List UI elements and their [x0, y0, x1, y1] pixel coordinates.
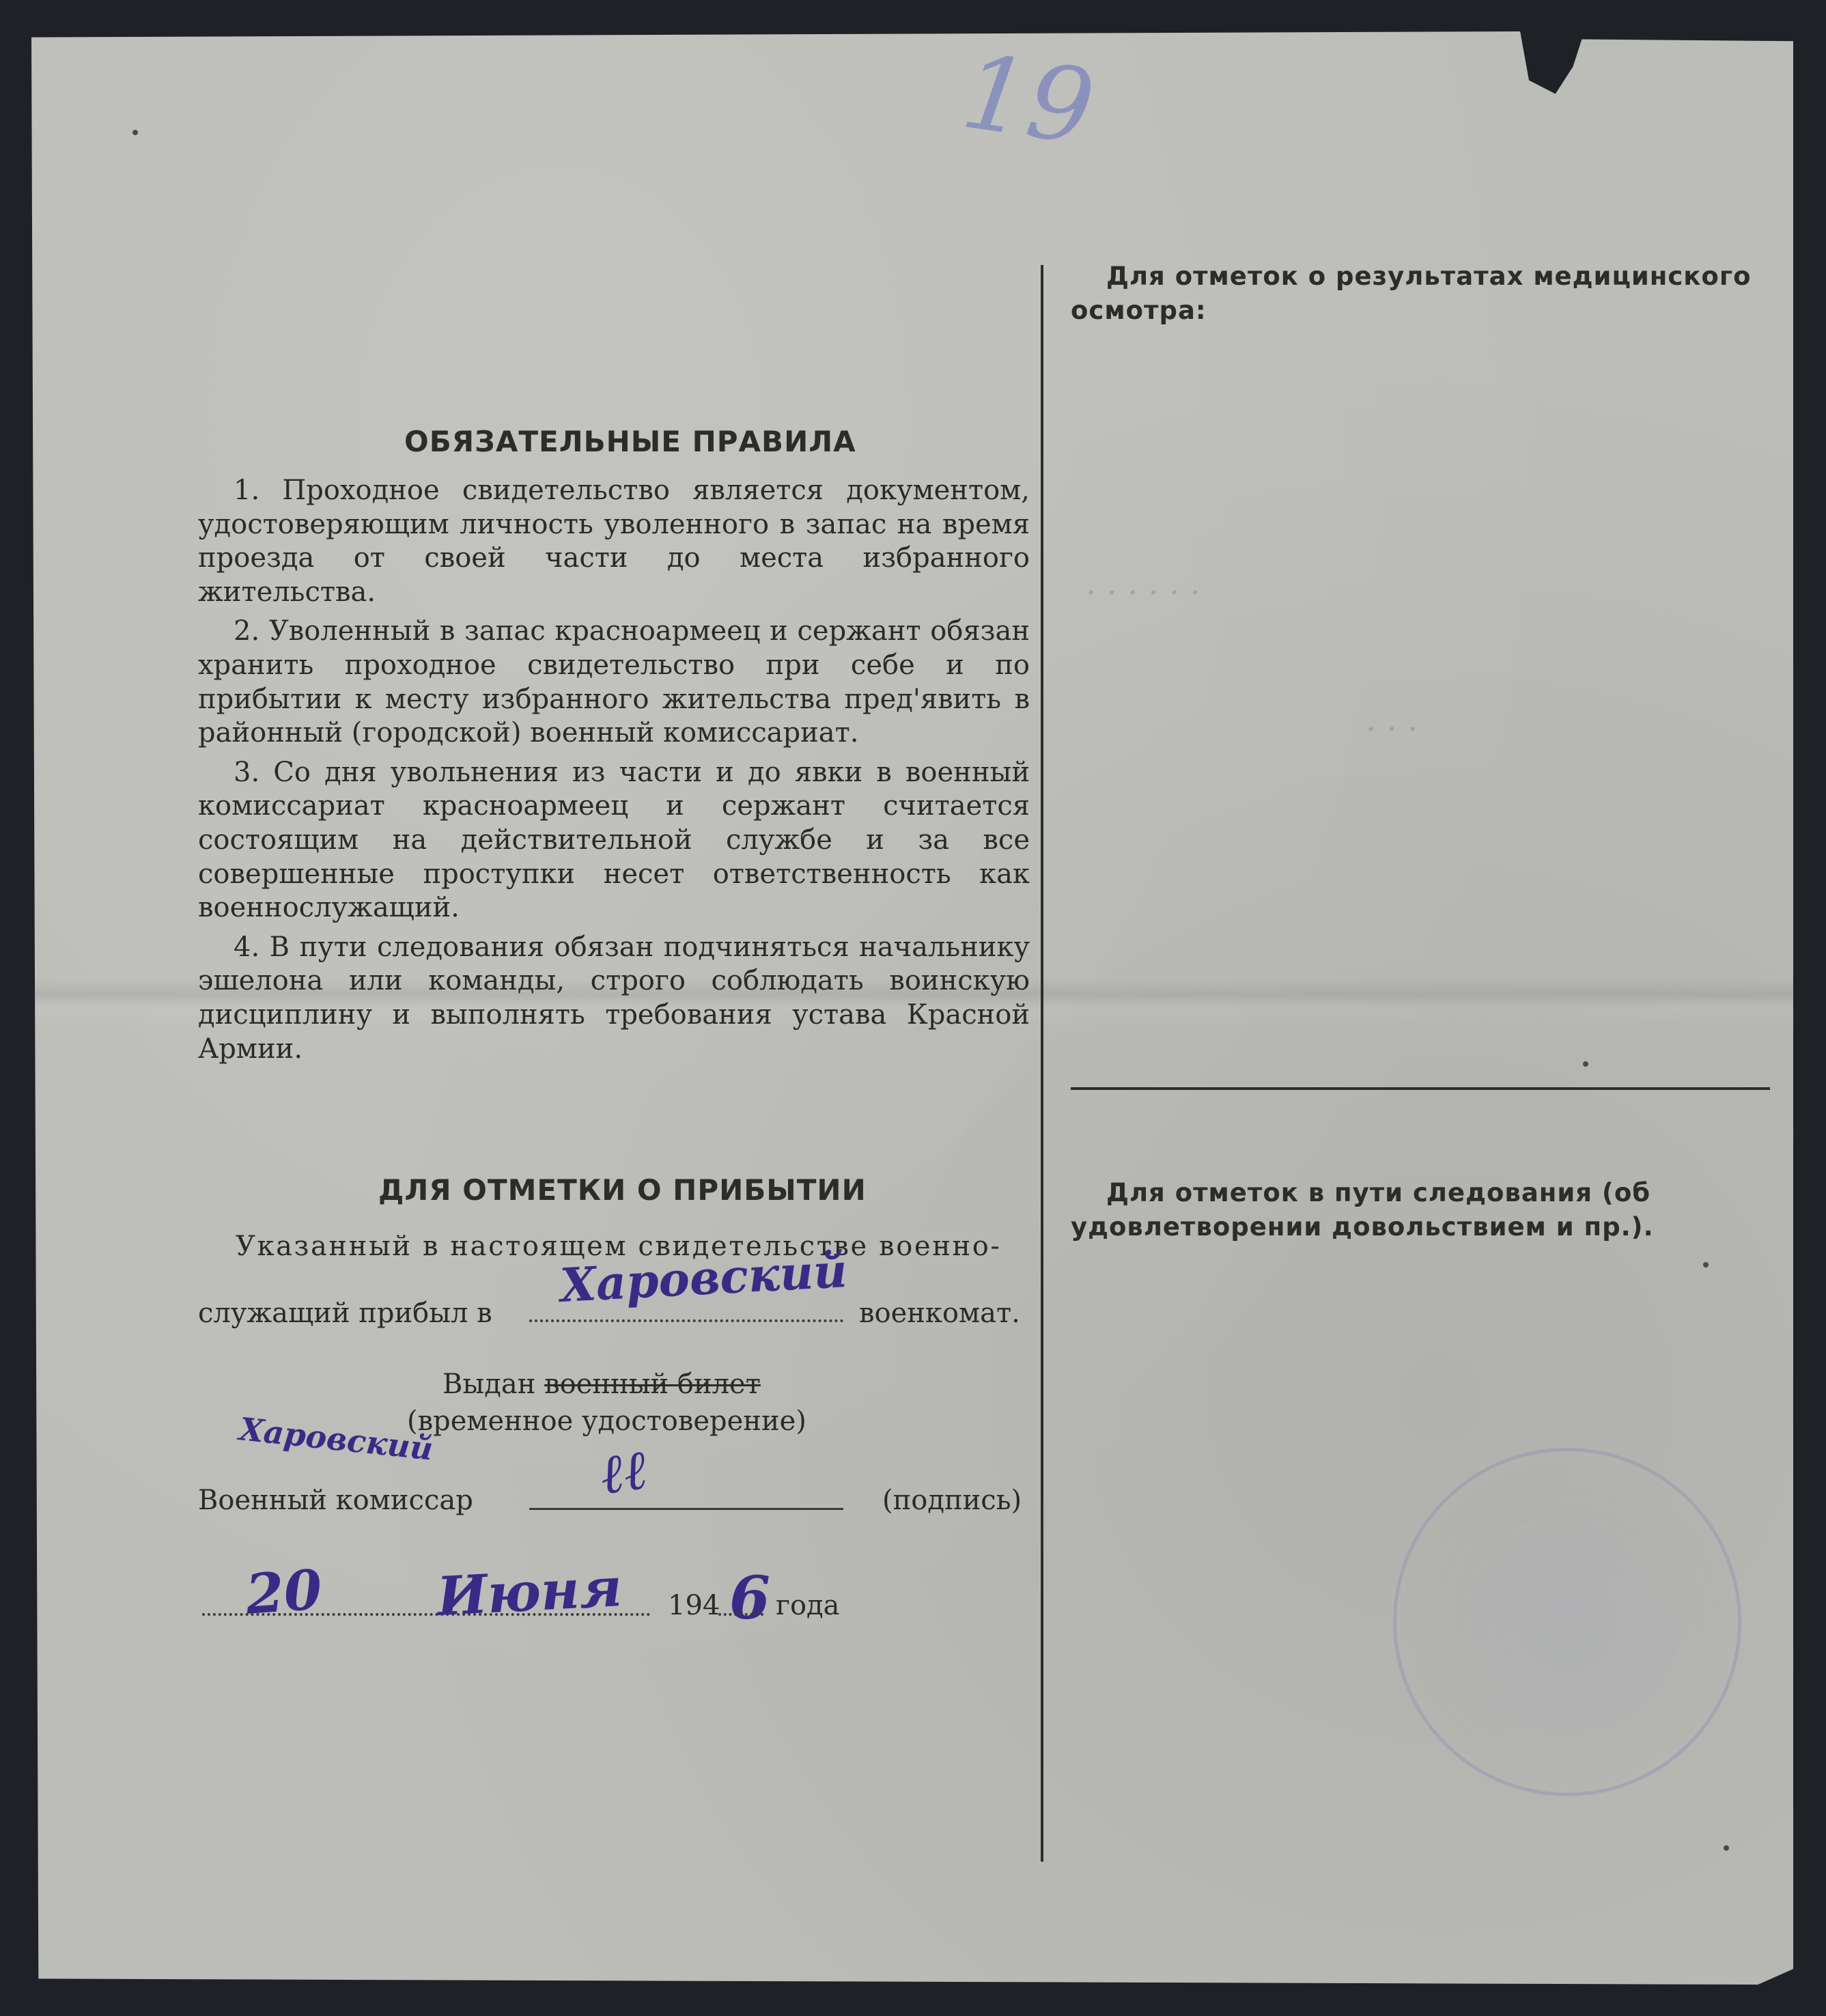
signature-hint: (подпись)	[882, 1485, 1022, 1516]
rule-item: 3. Со дня увольнения из части и до явки в военный комиссариат красноармеец и сержант считается состоящим на действительной службе и за все совершенные проступки несет ответственность как военнослужащий.	[198, 756, 1030, 924]
year-line	[718, 1613, 763, 1616]
office-field-line	[529, 1319, 843, 1322]
paper-speck	[1703, 1262, 1709, 1268]
paper-speck	[1724, 1845, 1729, 1851]
rule-item: 2. Уволенный в запас красноармеец и сержант обязан хранить проходное свидетельство при себе и по прибытии к месту избранного жительства пред'явить в районный (городской) военный комиссариат.	[198, 615, 1030, 749]
travel-note: Для отметок в пути следования (об удовлетворении довольствием и пр.).	[1071, 1178, 1654, 1242]
rules-title: ОБЯЗАТЕЛЬНЫЕ ПРАВИЛА	[404, 425, 856, 458]
faded-stamp	[1393, 1448, 1741, 1796]
temporary-certificate: (временное удостоверение)	[407, 1405, 806, 1437]
issued-word: Выдан	[443, 1369, 536, 1400]
arrival-line-2-suffix: военкомат.	[859, 1298, 1020, 1329]
signature-line	[529, 1508, 843, 1510]
paper-speck	[132, 130, 138, 135]
handwritten-margin-note: Харовский	[237, 1410, 435, 1468]
date-month: Июня	[435, 1556, 623, 1629]
section-divider	[1071, 1087, 1770, 1090]
commissar-signature: ℓℓ	[596, 1436, 652, 1507]
date-day: 20	[243, 1557, 324, 1627]
bleed-through-text: · · · · · ·	[1086, 574, 1200, 612]
year-suffix: года	[776, 1590, 840, 1621]
handwritten-office-name: Харовский	[559, 1244, 849, 1313]
rules-list	[198, 474, 1030, 1072]
year-digit: 6	[729, 1564, 770, 1633]
commissar-label: Военный комиссар	[198, 1485, 473, 1516]
medical-note: Для отметок о результатах медицинского осмотра:	[1071, 262, 1752, 325]
year-prefix: 194	[668, 1590, 720, 1621]
issued-label	[443, 1369, 761, 1400]
arrival-line-2-prefix: служащий прибыл в	[198, 1298, 492, 1329]
paper-speck	[1583, 1061, 1588, 1067]
column-divider	[1041, 265, 1043, 1862]
rule-item: 1. Проходное свидетельство является документом, удостоверяющим личность уволенного в запас на время проезда от своей части до места избранного жительства.	[198, 475, 1030, 608]
bleed-through-text: · · ·	[1366, 710, 1418, 748]
arrival-line-1: Указанный в настоящем свидетельстве военно-	[236, 1231, 1002, 1262]
struck-military-ticket: военный билет	[544, 1369, 761, 1400]
arrival-title: ДЛЯ ОТМЕТКИ О ПРИБЫТИИ	[378, 1173, 867, 1207]
rule-item: 4. В пути следования обязан подчиняться начальнику эшелона или команды, строго соблюдать воинскую дисциплину и выполнять требования устава Красной Армии.	[198, 931, 1030, 1065]
pencil-corner-mark: 19	[955, 32, 1101, 169]
